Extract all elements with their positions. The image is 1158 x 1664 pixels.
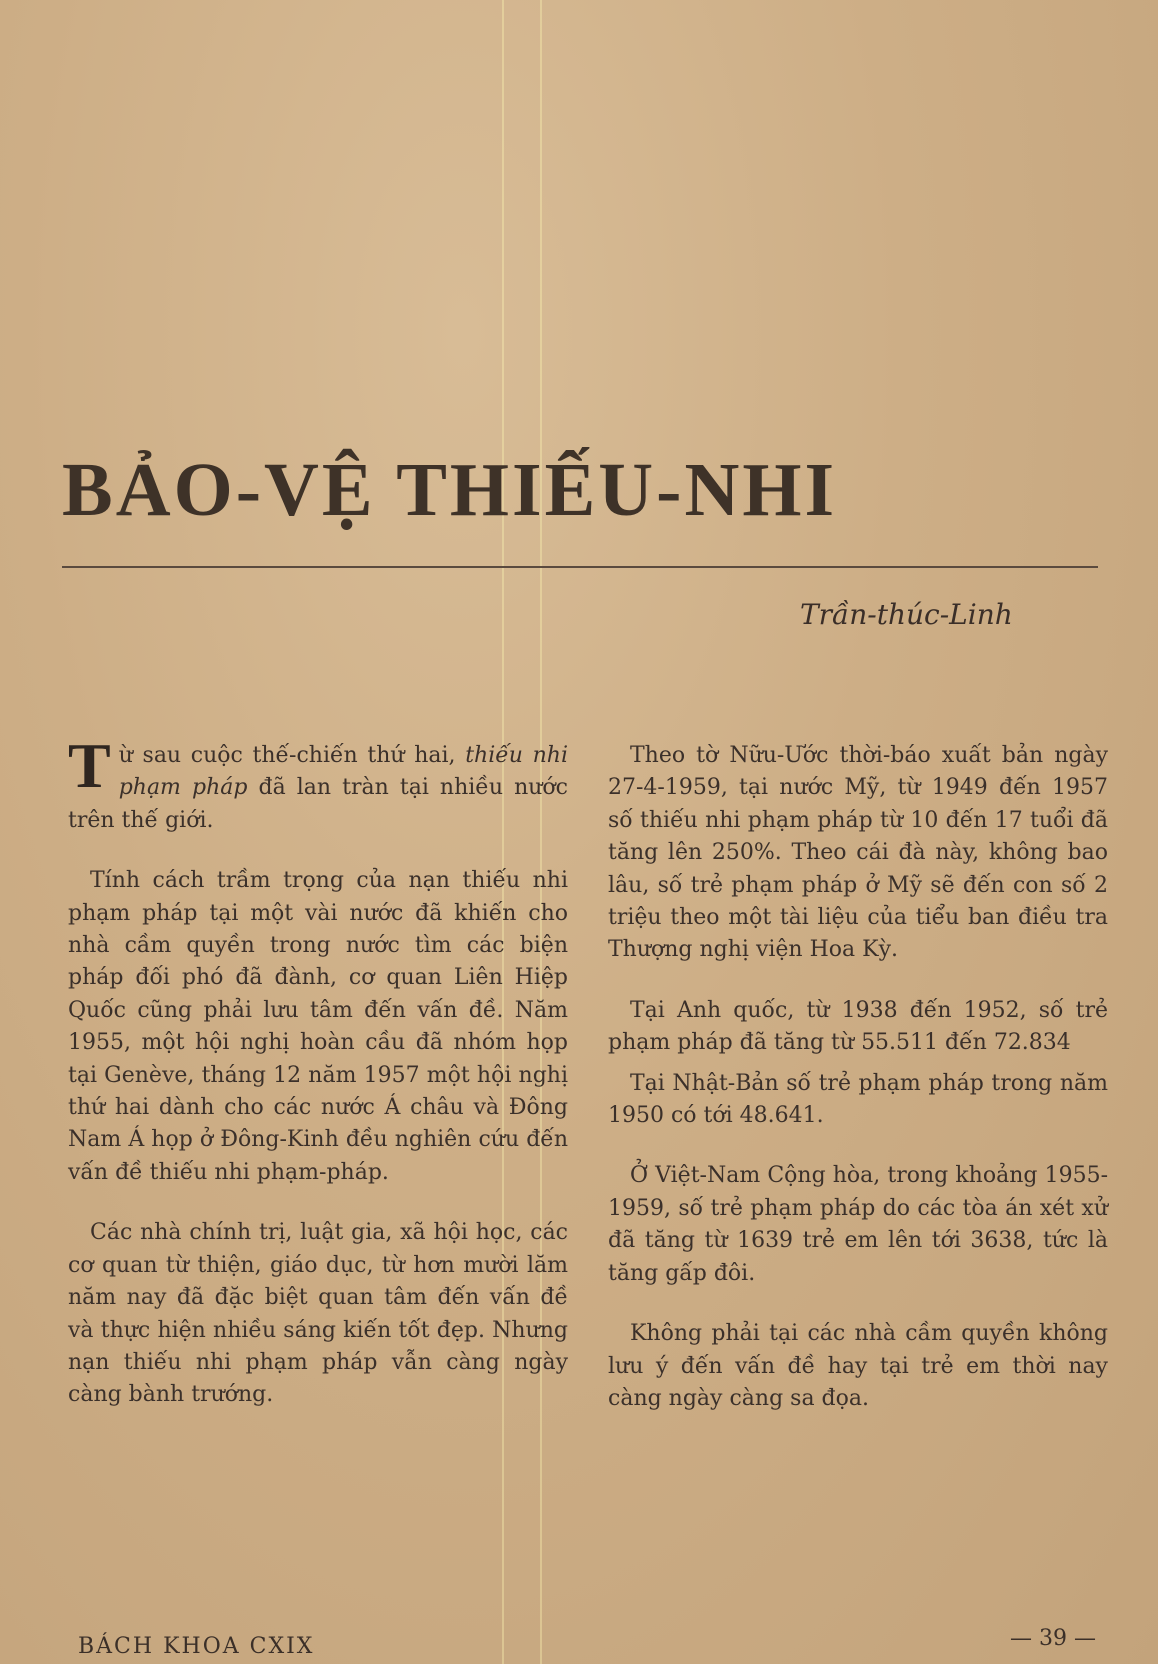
paragraph: Tại Anh quốc, từ 1938 đến 1952, số trẻ phạm pháp đã tăng từ 55.511 đến 72.834	[608, 997, 1108, 1056]
title-rule	[62, 566, 1098, 568]
page-number: — 39 —	[1010, 1626, 1096, 1651]
paragraph: Ở Việt-Nam Cộng hòa, trong khoảng 1955-1959, số trẻ phạm pháp do các tòa án xét xử đã tăng từ 1639 trẻ em lên tới 3638, tức là tăng gấp đôi.	[608, 1163, 1108, 1286]
right-column	[608, 740, 1108, 1443]
article-title: BẢO-VỆ THIẾU-NHI	[62, 448, 838, 532]
paragraph: Theo tờ Nữu-Ước thời-báo xuất bản ngày 27-4-1959, tại nước Mỹ, từ 1949 đến 1957 số thiếu nhi phạm pháp từ 10 đến 17 tuổi đã tăng lên 250%. Theo cái đà này, không bao lâu, số trẻ phạm pháp ở Mỹ sẽ đến con số 2 triệu theo một tài liệu của tiểu ban điều tra Thượng nghị viện Hoa Kỳ.	[608, 743, 1108, 963]
paragraph: Không phải tại các nhà cầm quyền không lưu ý đến vấn đề hay tại trẻ em thời nay càng ngày càng sa đọa.	[608, 1321, 1108, 1411]
paragraph: Tính cách trầm trọng của nạn thiếu nhi phạm pháp tại một vài nước đã khiến cho nhà cầm quyền trong nước tìm các biện pháp đối phó đã đành, cơ quan Liên Hiệp Quốc cũng phải lưu tâm đến vấn đề. Năm 1955, một hội nghị hoàn cầu đã nhóm họp tại Genève, tháng 12 năm 1957 một hội nghị thứ hai dành cho các nước Á châu và Đông Nam Á họp ở Đông-Kinh đều nghiên cứu đến vấn đề thiếu nhi phạm-pháp.	[68, 868, 568, 1185]
left-column	[68, 730, 568, 1440]
emphasis-text: thiếu nhi phạm pháp	[118, 743, 568, 801]
paragraph: Tại Nhật-Bản số trẻ phạm pháp trong năm 1950 có tới 48.641.	[608, 1070, 1108, 1129]
paragraph: Các nhà chính trị, luật gia, xã hội học, các cơ quan từ thiện, giáo dục, từ hơn mười lăm năm nay đã đặc biệt quan tâm đến vấn đề và thực hiện nhiều sáng kiến tốt đẹp. Nhưng nạn thiếu nhi phạm pháp vẫn càng ngày càng bành trướng.	[68, 1220, 568, 1408]
paragraph	[68, 730, 568, 837]
publication-name: BÁCH KHOA CXIX	[78, 1634, 315, 1659]
author-signature: Trần-thúc-Linh	[800, 598, 1013, 631]
paragraph-text: đã lan tràn tại nhiều nước trên thế giới.	[68, 775, 568, 833]
paragraph-text: ừ sau cuộc thế-chiến thứ hai,	[118, 743, 466, 768]
drop-cap: T	[68, 730, 111, 801]
